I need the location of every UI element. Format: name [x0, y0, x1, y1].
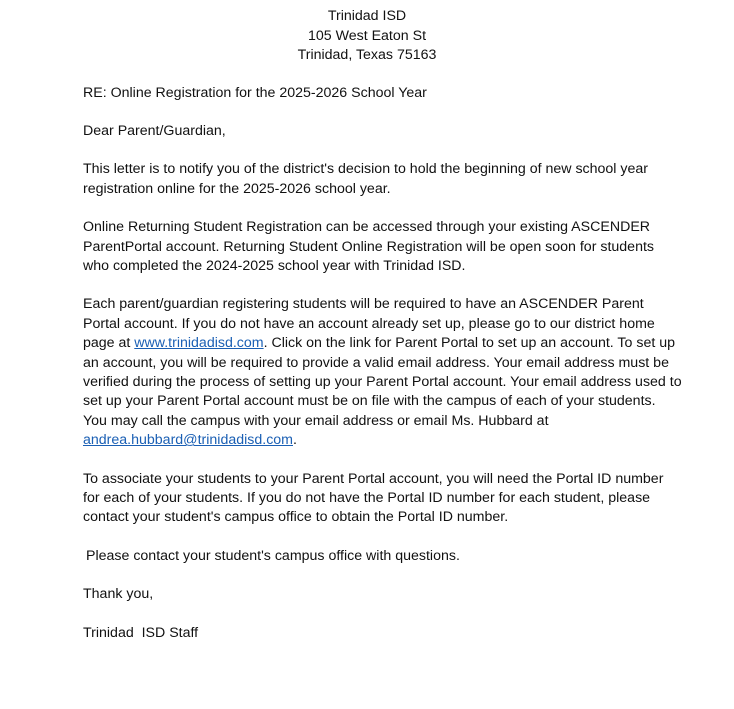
- street-address: 105 West Eaton St: [307, 27, 427, 44]
- paragraph-notice: This letter is to notify you of the district's decision to hold the beginning of new school year registration online for the 2025-2026 school year.: [83, 161, 648, 197]
- parent-portal-text-2: . Click on the link for Parent Portal to set up an account. To set up an account, you will be required to provide a valid email address. Your email address must be verified during the process of setting up your Parent Portal account. Your email address used to set up your Parent Portal account must be on file with the campus of each of your students. You may call the campus with your email address or email Ms. Hubbard at: [83, 335, 682, 429]
- parent-portal-text-1: Each parent/guardian registering students will be required to have an ASCENDER Parent Portal account. If you do not have an account already set up, please go to our district home page at: [83, 296, 655, 352]
- greeting: Dear Parent/Guardian,: [83, 122, 226, 139]
- letterhead: [83, 7, 651, 66]
- paragraph-returning-registration: Online Returning Student Registration can be accessed through your existing ASCENDER ParentPortal account. Returning Student Online Registration will be open soon for students who completed the 2024-2025 school year with Trinidad ISD.: [83, 219, 654, 274]
- district-website-link[interactable]: www.trinidadisd.com: [134, 335, 264, 352]
- signature: Trinidad ISD Staff: [83, 624, 199, 641]
- paragraph-contact: Please contact your student's campus office with questions.: [86, 547, 460, 564]
- paragraph-portal-id: To associate your students to your Parent Portal account, you will need the Portal ID number for each of your students. If you do not have the Portal ID number for each student, please contact your student's campus office to obtain the Portal ID number.: [83, 470, 664, 526]
- city-state-zip: Trinidad, Texas 75163: [297, 47, 437, 63]
- paragraph-parent-portal: [83, 295, 683, 450]
- parent-portal-text-end: .: [293, 432, 297, 449]
- org-name: Trinidad ISD: [327, 8, 407, 24]
- closing: Thank you,: [83, 586, 154, 603]
- email-link[interactable]: andrea.hubbard@trinidadisd.com: [83, 432, 293, 449]
- letter: [83, 7, 683, 643]
- subject-line: RE: Online Registration for the 2025-2026 School Year: [83, 84, 427, 101]
